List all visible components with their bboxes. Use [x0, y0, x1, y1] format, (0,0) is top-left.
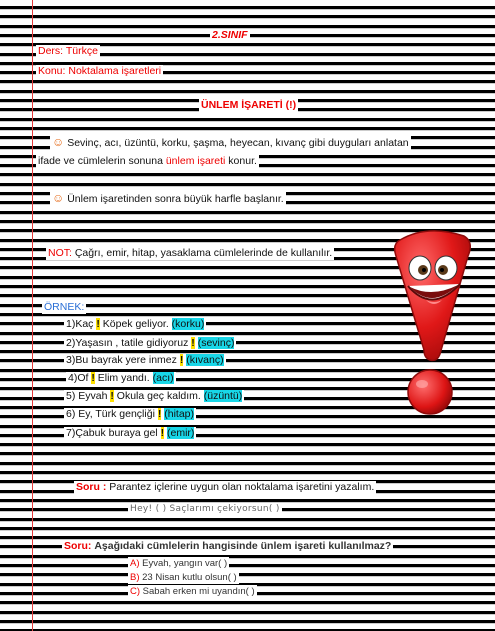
emotion-label: (acı)	[152, 372, 174, 384]
emotion-label: (kıvanç)	[186, 354, 224, 366]
example-sentence: 7)Çabuk buraya gel	[66, 427, 158, 439]
note	[46, 247, 334, 260]
example-item	[66, 372, 176, 385]
ruled-line	[0, 15, 495, 18]
option-letter: A)	[130, 558, 140, 569]
example-sentence-rest: Köpek geliyor.	[102, 318, 169, 330]
note-label: NOT:	[48, 247, 72, 259]
ruled-line	[0, 620, 495, 623]
example-sentence-rest: Okula geç kaldım.	[116, 390, 201, 402]
ruled-line	[0, 452, 495, 455]
answer-option	[128, 585, 257, 598]
example-item	[64, 390, 244, 403]
question1-label: Soru :	[76, 481, 107, 493]
ruled-line	[0, 462, 495, 465]
exclamation-mascot-icon	[382, 222, 482, 422]
example-sentence: 6) Ey, Türk gençliği	[66, 408, 155, 420]
ruled-line	[0, 601, 495, 604]
option-letter: C)	[130, 586, 141, 597]
emotion-label: (üzüntü)	[203, 390, 243, 402]
exclamation-mark: !	[191, 337, 195, 349]
ruled-line	[0, 118, 495, 121]
examples-heading: ÖRNEK:	[44, 301, 85, 313]
rule2: ☺ Ünlem işaretinden sonra büyük harfle başlanır.	[52, 191, 284, 205]
example-sentence: 3)Bu bayrak yere inmez	[66, 354, 177, 366]
example-sentence: 1)Kaç	[66, 318, 94, 330]
emotion-label: (hitap)	[164, 408, 195, 420]
example-sentence: 4)Of	[68, 372, 89, 384]
question1	[74, 481, 376, 494]
emotion-label: (sevinç)	[197, 337, 235, 349]
topic-label: Konu: Noktalama işaretleri	[38, 65, 162, 77]
exclamation-mark: !	[96, 318, 100, 330]
ruled-line	[0, 518, 495, 521]
ruled-line	[0, 564, 495, 567]
ruled-line	[0, 527, 495, 530]
exclamation-mark: !	[179, 354, 184, 366]
rule1-line1: ☺ Sevinç, acı, üzüntü, korku, şaşma, heyecan, kıvanç gibi duyguları anlatan	[52, 135, 409, 149]
emotion-label: (emir)	[166, 427, 195, 439]
option-text: Eyvah, yangın var( )	[142, 558, 228, 569]
answer-option	[128, 557, 229, 570]
question2-text: Aşağıdaki cümlelerin hangisinde ünlem işareti kullanılmaz?	[94, 540, 392, 552]
smiley-icon: ☺	[52, 135, 65, 149]
ruled-line	[0, 173, 495, 176]
option-letter: B)	[130, 572, 140, 583]
option-text: 23 Nisan kutlu olsun( )	[142, 572, 237, 583]
page-title: ÜNLEM İŞARETİ (!)	[201, 99, 297, 111]
grade-label: 2.SINIF	[212, 29, 248, 41]
exclamation-mark: !	[110, 390, 114, 402]
question1-handwritten-answer: Hey! ( ) Saçlarımı çekiyorsun( )	[130, 504, 280, 514]
option-text: Sabah erken mi uyandın( )	[142, 586, 255, 597]
ruled-line	[0, 471, 495, 474]
example-item	[64, 354, 226, 367]
ruled-line	[0, 611, 495, 614]
example-item	[64, 408, 196, 421]
question1-text: Parantez içlerine uygun olan noktalama işaretini yazalım.	[109, 481, 375, 493]
emotion-label: (korku)	[171, 318, 205, 330]
ruled-line	[0, 499, 495, 502]
ruled-line	[0, 80, 495, 83]
example-sentence: 5) Eyvah	[66, 390, 108, 402]
ruled-line	[0, 555, 495, 558]
ruled-line	[0, 443, 495, 446]
example-item	[64, 427, 196, 440]
exclamation-mark: !	[157, 408, 162, 420]
ruled-line	[0, 211, 495, 214]
example-item	[64, 318, 206, 331]
ruled-line	[0, 90, 495, 93]
question2-label: Soru:	[64, 540, 92, 552]
answer-option	[128, 571, 239, 584]
ruled-line	[0, 183, 495, 186]
margin-line	[32, 0, 33, 631]
note-text: Çağrı, emir, hitap, yasaklama cümlelerinde de kullanılır.	[74, 247, 333, 259]
example-item	[64, 337, 236, 350]
example-sentence-rest: Elim yandı.	[97, 372, 150, 384]
ruled-line	[0, 25, 495, 28]
ruled-line	[0, 536, 495, 539]
exclamation-mark: !	[160, 427, 165, 439]
rule1-line2: ifade ve cümlelerin sonuna ünlem işareti konur.	[38, 155, 257, 167]
ruled-line	[0, 6, 495, 9]
question2	[62, 540, 393, 553]
example-sentence: 2)Yaşasın , tatile gidiyoruz	[66, 337, 189, 349]
lesson-label: Ders: Türkçe	[38, 45, 98, 57]
ruled-line	[0, 573, 495, 576]
smiley-icon: ☺	[52, 191, 65, 205]
exclamation-mark: !	[91, 372, 95, 384]
ruled-line	[0, 127, 495, 130]
